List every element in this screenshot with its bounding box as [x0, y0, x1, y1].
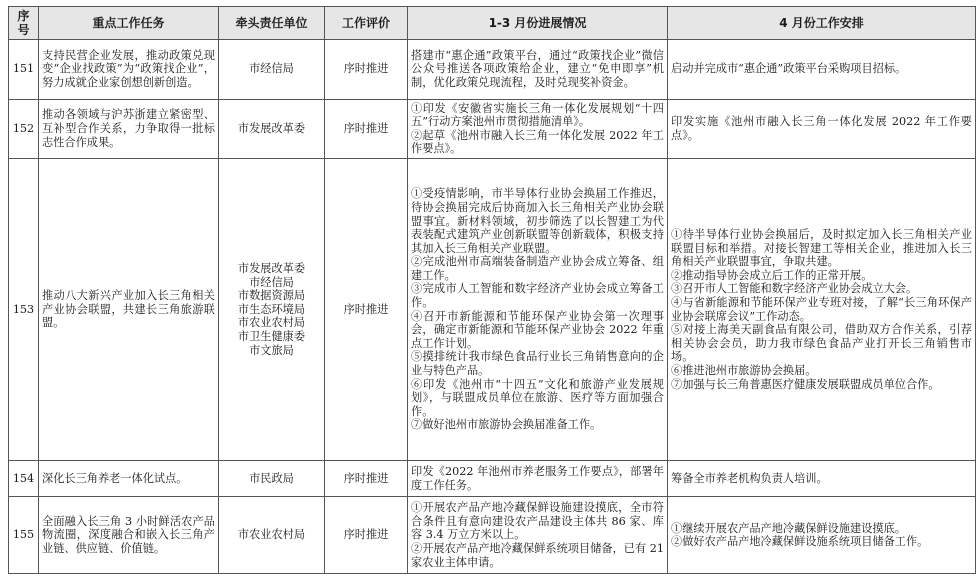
plan-item: ③召开市人工智能和数字经济产业协会成立大会。 — [671, 282, 918, 296]
unit-name: 市民政局 — [249, 472, 294, 485]
header-progress: 1-3 月份进展情况 — [408, 7, 668, 40]
evaluation-cell: 序时推进 — [325, 497, 408, 574]
plan-item: ②做好农产品产地冷藏保鲜设施系统项目储备工作。 — [671, 535, 929, 549]
responsible-unit-cell — [219, 497, 325, 574]
plan-cell — [668, 40, 976, 100]
progress-item: ①印发《安徽省实施长三角一体化发展规划“十四五”行动方案池州市贯彻措施清单》。 — [411, 101, 664, 129]
evaluation-cell: 序时推进 — [325, 40, 408, 100]
progress-cell — [408, 461, 668, 497]
task-cell: 支持民营企业发展，推动政策兑现变“企业找政策”为“政策找企业”，努力成就企业家创想创新创造。 — [39, 40, 219, 100]
table-row — [9, 461, 976, 497]
unit-name: 市文旅局 — [249, 343, 294, 357]
plan-item: ①继续开展农产品产地冷藏保鲜设施建设摸底。 — [671, 521, 906, 535]
progress-item: ①受疫情影响，市半导体行业协会换届工作推迟，待协会换届完成后协商加入长三角相关产业协会联盟事宜。新材料领域，初步筛选了以长智建工为代表装配式建筑产业创新联盟等创新载体，积极支持其加入长三角相关产业联盟。 — [411, 187, 664, 255]
header-plan: 4 月份工作安排 — [668, 7, 976, 40]
progress-item: ②起草《池州市融入长三角一体化发展 2022 年工作要点》。 — [411, 128, 664, 156]
progress-item: ②开展农产品产地冷藏保鲜系统项目储备，已有 21 家农业主体申请。 — [411, 541, 664, 569]
progress-item: 印发《2022 年池州市养老服务工作要点》，部署年度工作任务。 — [411, 465, 664, 492]
unit-name: 市农业农村局 — [237, 528, 306, 542]
unit-name: 市生态环境局 — [237, 302, 306, 316]
plan-item: ④与省新能源和节能环保产业专班对接，了解“长三角环保产业协会联席会议”工作动态。 — [671, 296, 972, 323]
header-eval: 工作评价 — [325, 7, 408, 40]
header-no: 序号 — [9, 7, 39, 40]
table-row — [9, 497, 976, 574]
plan-item: ⑥推进池州市旅游协会换届。 — [671, 364, 817, 378]
plan-cell — [668, 461, 976, 497]
progress-item: ①开展农产品产地冷藏保鲜设施建设摸底，全市符合条件且有意向建设农产品建设主体共 86 家、库容 3.4 万立方米以上。 — [411, 501, 664, 542]
progress-item: ⑦做好池州市旅游协会换届准备工作。 — [411, 418, 602, 432]
plan-item: 启动并完成市“惠企通”政策平台采购项目招标。 — [671, 62, 907, 76]
progress-cell — [408, 159, 668, 461]
row-number: 151 — [9, 40, 39, 100]
plan-cell — [668, 159, 976, 461]
plan-item: 印发实施《池州市融入长三角一体化发展 2022 年工作要点》。 — [671, 115, 972, 142]
task-cell: 推动八大新兴产业加入长三角相关产业协会联盟，共建长三角旅游联盟。 — [39, 159, 219, 461]
responsible-unit-cell — [219, 461, 325, 497]
progress-cell — [408, 99, 668, 159]
task-cell: 深化长三角养老一体化试点。 — [39, 461, 219, 497]
plan-item: 筹备全市养老机构负责人培训。 — [671, 472, 828, 485]
progress-item: ⑥印发《池州市“十四五”文化和旅游产业发展规划》，与联盟成员单位在旅游、医疗等方面加强合作。 — [411, 377, 664, 418]
table-header-row — [9, 7, 976, 40]
evaluation-cell: 序时推进 — [325, 159, 408, 461]
responsible-unit-cell — [219, 99, 325, 159]
task-cell: 全面融入长三角 3 小时鲜活农产品物流圈，深度融合和嵌入长三角产业链、供应链、价值链。 — [39, 497, 219, 574]
progress-item: ②完成池州市高端装备制造产业协会成立筹备、组建工作。 — [411, 255, 664, 282]
evaluation-cell: 序时推进 — [325, 99, 408, 159]
evaluation-cell: 序时推进 — [325, 461, 408, 497]
unit-name: 市卫生健康委 — [237, 330, 306, 344]
table-body — [9, 40, 976, 574]
plan-item: ⑦加强与长三角普惠医疗健康发展联盟成员单位合作。 — [671, 377, 940, 391]
plan-item: ②推动指导协会成立后工作的正常开展。 — [671, 268, 873, 282]
plan-item: ①待半导体行业协会换届后，及时拟定加入长三角相关产业联盟目标和举措。对接长智建工等相关企业，推进加入长三角相关产业联盟事宜，争取共建。 — [671, 228, 972, 269]
progress-item: 搭建市“惠企通”政策平台，通过“政策找企业”微信公众号推送各项政策给企业，建立“免申即享”机制，优化政策兑现流程，及时兑现奖补资金。 — [411, 48, 664, 90]
plan-cell — [668, 497, 976, 574]
row-number: 155 — [9, 497, 39, 574]
unit-name: 市经信局 — [249, 62, 294, 76]
unit-name: 市数据资源局 — [237, 289, 306, 303]
progress-item: ④召开市新能源和节能环保产业协会第一次理事会，确定市新能源和节能环保产业协会 2022 年重点工作计划。 — [411, 309, 664, 350]
row-number: 153 — [9, 159, 39, 461]
table-row — [9, 40, 976, 100]
unit-name: 市发展改革委 — [237, 262, 306, 276]
responsible-unit-cell — [219, 40, 325, 100]
progress-cell — [408, 40, 668, 100]
header-unit: 牵头责任单位 — [219, 7, 325, 40]
progress-item: ③完成市人工智能和数字经济产业协会成立筹备工作。 — [411, 282, 664, 310]
table-row — [9, 99, 976, 159]
task-cell: 推动各领域与沪苏浙建立紧密型、互补型合作关系，力争取得一批标志性合作成果。 — [39, 99, 219, 159]
responsible-unit-cell — [219, 159, 325, 461]
plan-item: ⑤对接上海美天副食品有限公司，借助双方合作关系，引荐相关协会会员，助力我市绿色食品产业打开长三角销售市场。 — [671, 323, 972, 364]
row-number: 152 — [9, 99, 39, 159]
progress-cell — [408, 497, 668, 574]
unit-name: 市经信局 — [249, 275, 294, 289]
unit-name: 市农业农村局 — [237, 316, 306, 330]
table-row — [9, 159, 976, 461]
plan-cell — [668, 99, 976, 159]
progress-item: ⑤摸排统计我市绿色食品行业长三角销售意向的企业与特色产品。 — [411, 350, 664, 378]
work-task-table — [8, 6, 976, 574]
unit-name: 市发展改革委 — [237, 122, 306, 136]
row-number: 154 — [9, 461, 39, 497]
header-task: 重点工作任务 — [39, 7, 219, 40]
